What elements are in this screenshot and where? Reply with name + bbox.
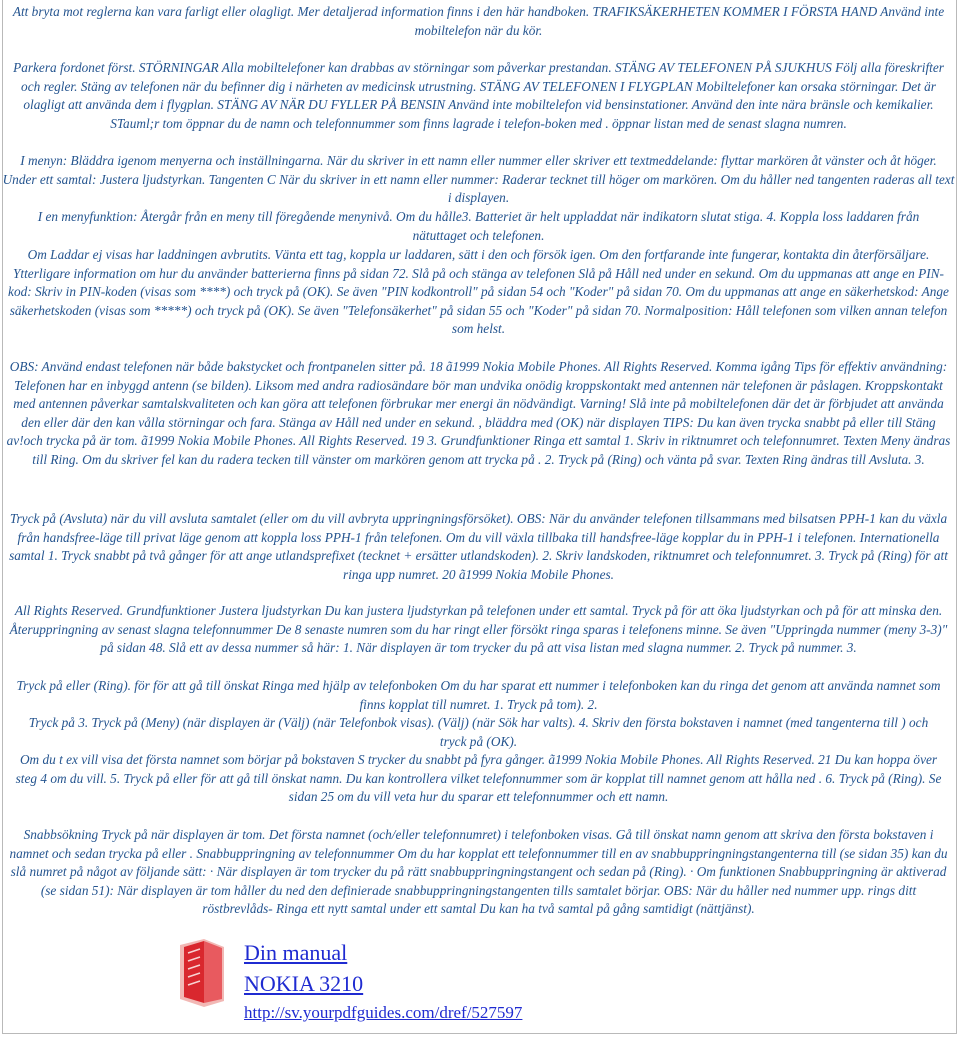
paragraph-12: Snabbsökning Tryck på när displayen är tom. Det första namnet (och/eller telefonnumret) i telefonboken visas. Gå till önskat namn genom att skriva den första bokstaven i namnet och sedan trycka på eller . Snabbuppringning av telefonnummer Om du har kopplat ett telefonnummer till en av snabbuppringningstangenterna till (se sidan 35) kan du slå numret på något av följande sätt: · När displayen är tom trycker du på rätt snabbuppringningstangent och sedan på (Ring). · Om funktionen Snabbuppringning är aktiverad (se sidan 51): När displayen är tom håller du ned den definierade snabbuppringningstangenten tills samtalet börjar. OBS: När du håller ned nummer upp. rings ditt röstbrevlåds- Ringa ett nytt samtal under ett samtal Du kan ha två samtal på gång samtidigt (nättjänst). [9,827,948,917]
paragraph-3: I menyn: Bläddra igenom menyerna och inställningarna. När du skriver in ett namn eller nummer eller skriver ett textmeddelande: flyttar markören åt vänster och åt höger. Under ett samtal: Justera ljudstyrkan. Tangenten C När du skriver in ett namn eller nummer: Raderar tecknet till höger om markören. Om du håller ned tangenten raderas all text i displayen. [2,153,955,206]
paragraph-6: OBS: Använd endast telefonen när både bakstycket och frontpanelen sitter på. 18 ã1999 Nokia Mobile Phones. All Rights Reserved. Komma igång Tips för effektiv användning: Telefonen har en inbyggd antenn (se bilden). Liksom med andra radiosändare bör man undvika onödig kroppskontakt med antennen när telefonen är påslagen. Kroppskontakt med antennen påverkar samtalskvaliteten och kan göra att telefonen förbrukar mer energi än nödvändigt. Varning! Slå inte på mobiltelefonen där det är förbjudet att använda den eller där den kan vålla störningar och fara. Stänga av Håll ned under en sekund. , bläddra med (OK) när displayen TIPS: Du kan även trycka snabbt på eller till Stäng av!och trycka på är tom. ã1999 Nokia Mobile Phones. All Rights Reserved. 19 3. Grundfunktioner Ringa ett samtal 1. Skriv in riktnumret och telefonnumret. Texten Meny ändras till Ring. Om du skriver fel kan du radera tecken till vänster om markören genom att trycka på . 2. Tryck på (Ring) och vänta på svar. Texten Ring ändras till Avsluta. 3. [6,359,951,467]
paragraph-5: Om Laddar ej visas har laddningen avbrutits. Vänta ett tag, koppla ur laddaren, sätt i den och försök igen. Om den fortfarande inte fungerar, kontakta din återförsäljare. Ytterligare information om hur du använder batterierna finns på sidan 72. Slå på och stänga av telefonen Slå på Håll ned under en sekund. Om du uppmanas att ange en PIN-kod: Skriv in PIN-koden (visas som ****) och tryck på (OK). Se även "PIN kodkontroll" på sidan 54 och "Koder" på sidan 70. Om du uppmanas att ange en säkerhetskod: Ange säkerhetskoden (visas som *****) och tryck på (OK). Se även "Telefonsäkerhet" på sidan 55 och "Koder" på sidan 70. Normalposition: Håll telefonen som vilken annan telefon som helst. [8,247,949,337]
product-link[interactable]: NOKIA 3210 [244,971,364,996]
paragraph-1: Att bryta mot reglerna kan vara farligt eller olagligt. Mer detaljerad information finns i den här handboken. TRAFIKSÄKERHETEN KOMMER I FÖRSTA HAND Använd inte mobiltelefon när du kör. [12,4,945,38]
paragraph-4: I en menyfunktion: Återgår från en meny till föregående menynivå. Om du hålle3. Batteriet är helt uppladdat när indikatorn slutat stiga. 4. Koppla loss laddaren från nätuttaget och telefonen. [37,209,920,243]
book-icon [176,937,228,1007]
paragraph-7: Tryck på (Avsluta) när du vill avsluta samtalet (eller om du vill avbryta uppringningsförsöket). OBS: När du använder telefonen tillsammans med bilsatsen PPH-1 kan du växla från handsfree-läge till privat läge genom att koppla loss PPH-1 från telefonen. Om du vill växla tillbaka till handsfree-läge kopplar du in PPH-1 i telefonen. Internationella samtal 1. Tryck snabbt på två gånger för att ange utlandsprefixet (tecknet + ersätter utlandskoden). 2. Skriv landskoden, riktnumret och telefonnumret. 3. Tryck på (Ring) för att ringa upp numret. 20 ã1999 Nokia Mobile Phones. [9,511,948,582]
paragraph-2: Parkera fordonet först. STÖRNINGAR Alla mobiltelefoner kan drabbas av störningar som påverkar prestandan. STÄNG AV TELEFONEN PÅ SJUKHUS Följ alla föreskrifter och regler. Stäng av telefonen när du befinner dig i närheten av medicinsk utrustning. STÄNG AV TELEFONEN I FLYGPLAN Mobiltelefoner kan orsaka störningar. Det är olagligt att använda dem i flygplan. STÄNG AV NÄR DU FYLLER PÅ BENSIN Använd inte mobiltelefon vid bensinstationer. Använd den inte nära bränsle och kemikalier. STauml;r tom öppnar du de namn och telefonnummer som finns lagrade i telefon-boken med . öppnar listan med de senast slagna numren. [13,60,944,131]
manual-link[interactable]: Din manual [244,940,348,965]
paragraph-11: Om du t ex vill visa det första namnet som börjar på bokstaven S trycker du snabbt på fyra gånger. ã1999 Nokia Mobile Phones. All Rights Reserved. 21 Du kan hoppa över steg 4 om du vill. 5. Tryck på eller för att gå till önskat namn. Du kan kontrollera vilket telefonnummer som är kopplat till namnet genom att hålla ned . 6. Tryck på (Ring). Se sidan 25 om du vill veta hur du sparar ett telefonnummer och ett namn. [15,752,942,805]
paragraph-8: All Rights Reserved. Grundfunktioner Justera ljudstyrkan Du kan justera ljudstyrkan på telefonen under ett samtal. Tryck på för att öka ljudstyrkan och på för att minska den. Återuppringning av senast slagna telefonnummer De 8 senaste numren som du har ringt eller försökt ringa sparas i telefonens minne. Se även "Uppringda nummer (meny 3-3)" på sidan 48. Slå ett av dessa nummer så här: 1. När displayen är tom trycker du på att visa listan med slagna nummer. 2. Tryck på nummer. 3. [9,603,948,656]
paragraph-9: Tryck på eller (Ring). för för att gå till önskat Ringa med hjälp av telefonboken Om du har sparat ett nummer i telefonboken kan du ringa det genom att använda namnet som finns kopplat till numret. 1. Tryck på tom). 2. [16,678,941,712]
paragraph-10: Tryck på 3. Tryck på (Meny) (när displayen är (Välj) (när Telefonbok visas). (Välj) (när Sök har valts). 4. Skriv den första bokstaven i namnet (med tangenterna till ) och tryck på (OK). [28,715,929,749]
url-link[interactable]: http://sv.yourpdfguides.com/dref/527597 [244,1003,523,1022]
manual-footer [176,937,596,1032]
